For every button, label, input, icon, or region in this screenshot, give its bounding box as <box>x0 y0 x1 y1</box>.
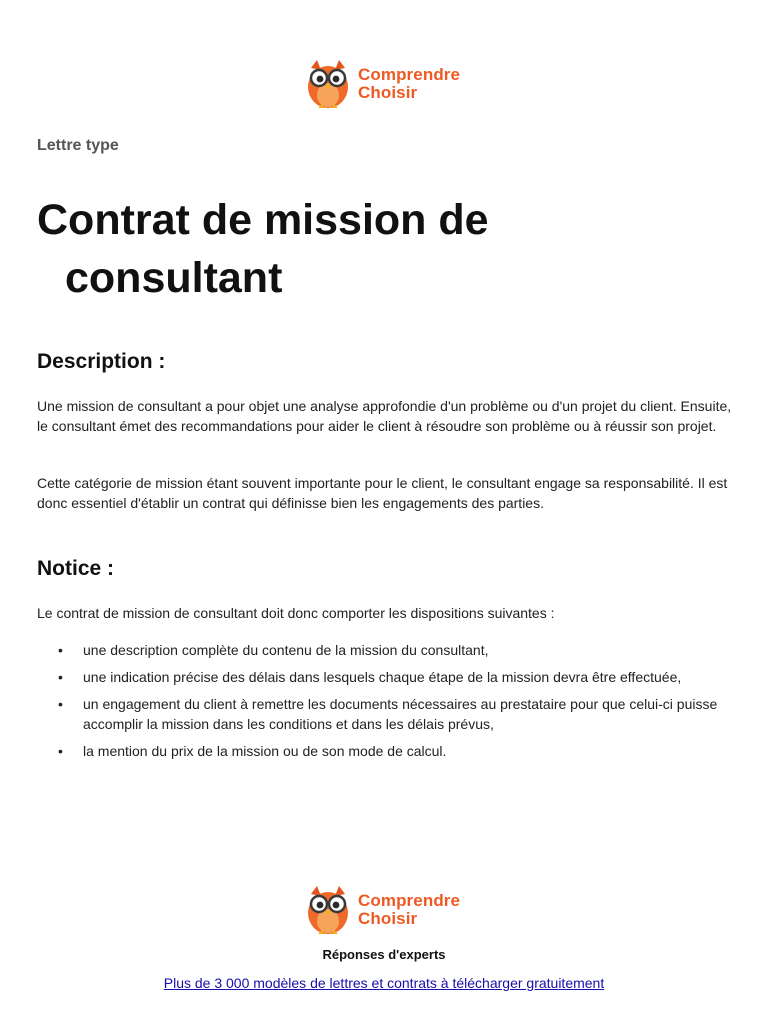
notice-intro: Le contrat de mission de consultant doit donc comporter les dispositions suivantes : <box>37 605 555 621</box>
owl-icon <box>303 58 353 110</box>
templates-download-link[interactable]: Plus de 3 000 modèles de lettres et contrats à télécharger gratuitement <box>163 975 605 991</box>
description-paragraph-1: Une mission de consultant a pour objet une analyse approfondie d'un problème ou d'un projet du client. Ensuite, le consultant émet des recommandations pour aider le client à résoudre son problème ou à réussir son projet. <box>37 398 732 434</box>
list-item: • un engagement du client à remettre les documents nécessaires au prestataire pour que celui-ci puisse accomplir la mission dans les conditions et dans les délais prévus, <box>37 694 732 734</box>
brand-line-2: Choisir <box>358 83 418 102</box>
document-type-label: Lettre type <box>37 137 119 154</box>
list-item: • une indication précise des délais dans lesquels chaque étape de la mission devra être effectuée, <box>37 667 732 687</box>
owl-icon <box>303 884 353 936</box>
description-heading: Description : <box>37 350 166 373</box>
brand-line-1: Comprendre <box>358 891 461 910</box>
notice-heading: Notice : <box>37 557 115 580</box>
notice-list <box>37 640 732 768</box>
brand-name <box>358 66 460 102</box>
title-line-2: consultant <box>65 254 283 302</box>
brand-line-2: Choisir <box>358 909 418 928</box>
brand-name <box>358 892 460 928</box>
brand-logo <box>303 58 460 110</box>
list-item: • la mention du prix de la mission ou de son mode de calcul. <box>37 741 732 761</box>
brand-line-1: Comprendre <box>358 65 461 84</box>
footer-tagline: Réponses d'experts <box>322 947 446 962</box>
title-line-1: Contrat de mission de <box>37 196 489 244</box>
footer-logo <box>303 884 460 936</box>
list-item: • une description complète du contenu de la mission du consultant, <box>37 640 732 660</box>
description-paragraph-2: Cette catégorie de mission étant souvent importante pour le client, le consultant engage sa responsabilité. Il est donc essentiel d'établir un contrat qui définisse bien les engagements des parties. <box>37 475 728 511</box>
page-title <box>37 193 489 305</box>
